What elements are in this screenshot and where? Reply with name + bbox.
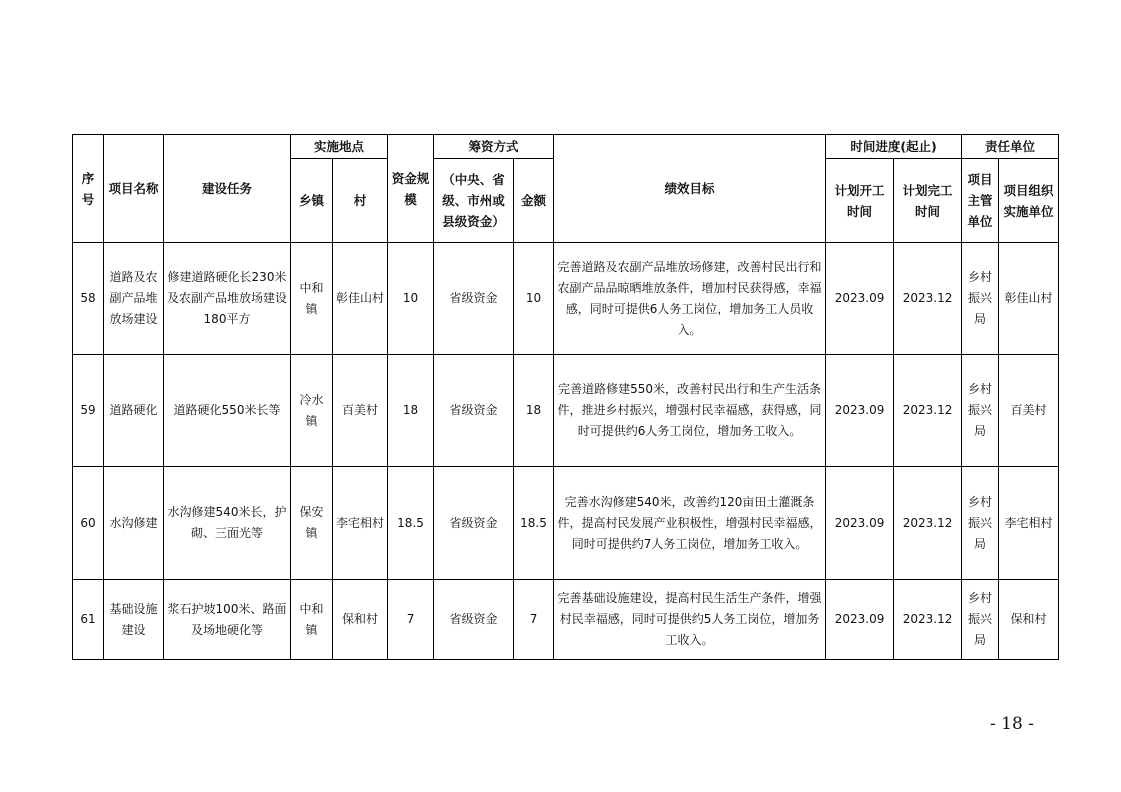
header-funding-group: 筹资方式 xyxy=(434,135,554,159)
cell-seq: 59 xyxy=(73,355,104,467)
header-fund-scale: 资金规模 xyxy=(388,135,434,243)
cell-task: 修建道路硬化长230米及农副产品堆放场建设180平方 xyxy=(164,243,291,355)
page-number: - 18 - xyxy=(990,714,1034,734)
header-schedule-group: 时间进度(起止) xyxy=(826,135,962,159)
table-row xyxy=(73,580,1059,660)
cell-end: 2023.12 xyxy=(894,243,962,355)
header-village: 村 xyxy=(333,159,388,243)
table-row xyxy=(73,355,1059,467)
cell-name: 基础设施建设 xyxy=(104,580,164,660)
header-project-name: 项目名称 xyxy=(104,135,164,243)
cell-township: 中和镇 xyxy=(291,580,333,660)
cell-village: 彰佳山村 xyxy=(333,243,388,355)
cell-start: 2023.09 xyxy=(826,580,894,660)
cell-end: 2023.12 xyxy=(894,580,962,660)
header-goal: 绩效目标 xyxy=(554,135,826,243)
cell-village: 保和村 xyxy=(333,580,388,660)
header-start: 计划开工时间 xyxy=(826,159,894,243)
cell-goal: 完善道路修建550米，改善村民出行和生产生活条件，推进乡村振兴，增强村民幸福感，获得感，同时可提供约6人务工岗位，增加务工收入。 xyxy=(554,355,826,467)
cell-source: 省级资金 xyxy=(434,467,514,580)
cell-seq: 60 xyxy=(73,467,104,580)
cell-township: 冷水镇 xyxy=(291,355,333,467)
cell-main-unit: 乡村振兴局 xyxy=(962,243,999,355)
cell-scale: 18 xyxy=(388,355,434,467)
cell-source: 省级资金 xyxy=(434,355,514,467)
header-location-group: 实施地点 xyxy=(291,135,388,159)
cell-amount: 18.5 xyxy=(514,467,554,580)
cell-seq: 61 xyxy=(73,580,104,660)
cell-name: 道路硬化 xyxy=(104,355,164,467)
cell-impl-unit: 保和村 xyxy=(999,580,1059,660)
header-impl-unit: 项目组织实施单位 xyxy=(999,159,1059,243)
cell-start: 2023.09 xyxy=(826,355,894,467)
table-row xyxy=(73,467,1059,580)
header-resp-group: 责任单位 xyxy=(962,135,1059,159)
cell-goal: 完善基础设施建设，提高村民生活生产条件，增强村民幸福感，同时可提供约5人务工岗位，增加务工收入。 xyxy=(554,580,826,660)
cell-main-unit: 乡村振兴局 xyxy=(962,580,999,660)
header-seq: 序号 xyxy=(73,135,104,243)
cell-impl-unit: 李宅相村 xyxy=(999,467,1059,580)
cell-goal: 完善水沟修建540米，改善约120亩田土灌溉条件，提高村民发展产业积极性，增强村民幸福感，同时可提供约7人务工岗位，增加务工收入。 xyxy=(554,467,826,580)
cell-township: 保安镇 xyxy=(291,467,333,580)
cell-seq: 58 xyxy=(73,243,104,355)
cell-village: 李宅相村 xyxy=(333,467,388,580)
cell-scale: 7 xyxy=(388,580,434,660)
cell-amount: 10 xyxy=(514,243,554,355)
header-main-unit: 项目主管单位 xyxy=(962,159,999,243)
cell-end: 2023.12 xyxy=(894,467,962,580)
cell-task: 水沟修建540米长，护砌、三面光等 xyxy=(164,467,291,580)
table-row xyxy=(73,243,1059,355)
cell-village: 百美村 xyxy=(333,355,388,467)
cell-task: 浆石护坡100米、路面及场地硬化等 xyxy=(164,580,291,660)
header-task: 建设任务 xyxy=(164,135,291,243)
header-amount: 金额 xyxy=(514,159,554,243)
cell-amount: 18 xyxy=(514,355,554,467)
cell-name: 水沟修建 xyxy=(104,467,164,580)
cell-source: 省级资金 xyxy=(434,580,514,660)
cell-end: 2023.12 xyxy=(894,355,962,467)
cell-start: 2023.09 xyxy=(826,243,894,355)
cell-start: 2023.09 xyxy=(826,467,894,580)
cell-impl-unit: 百美村 xyxy=(999,355,1059,467)
cell-amount: 7 xyxy=(514,580,554,660)
cell-name: 道路及农副产品堆放场建设 xyxy=(104,243,164,355)
cell-impl-unit: 彰佳山村 xyxy=(999,243,1059,355)
header-funding-source: （中央、省级、市州或县级资金） xyxy=(434,159,514,243)
header-township: 乡镇 xyxy=(291,159,333,243)
cell-goal: 完善道路及农副产品堆放场修建，改善村民出行和农副产品品晾晒堆放条件，增加村民获得感，幸福感，同时可提供6人务工岗位，增加务工人员收入。 xyxy=(554,243,826,355)
cell-source: 省级资金 xyxy=(434,243,514,355)
cell-main-unit: 乡村振兴局 xyxy=(962,355,999,467)
cell-main-unit: 乡村振兴局 xyxy=(962,467,999,580)
cell-scale: 18.5 xyxy=(388,467,434,580)
project-table xyxy=(72,134,1059,660)
cell-township: 中和镇 xyxy=(291,243,333,355)
header-end: 计划完工时间 xyxy=(894,159,962,243)
cell-scale: 10 xyxy=(388,243,434,355)
cell-task: 道路硬化550米长等 xyxy=(164,355,291,467)
